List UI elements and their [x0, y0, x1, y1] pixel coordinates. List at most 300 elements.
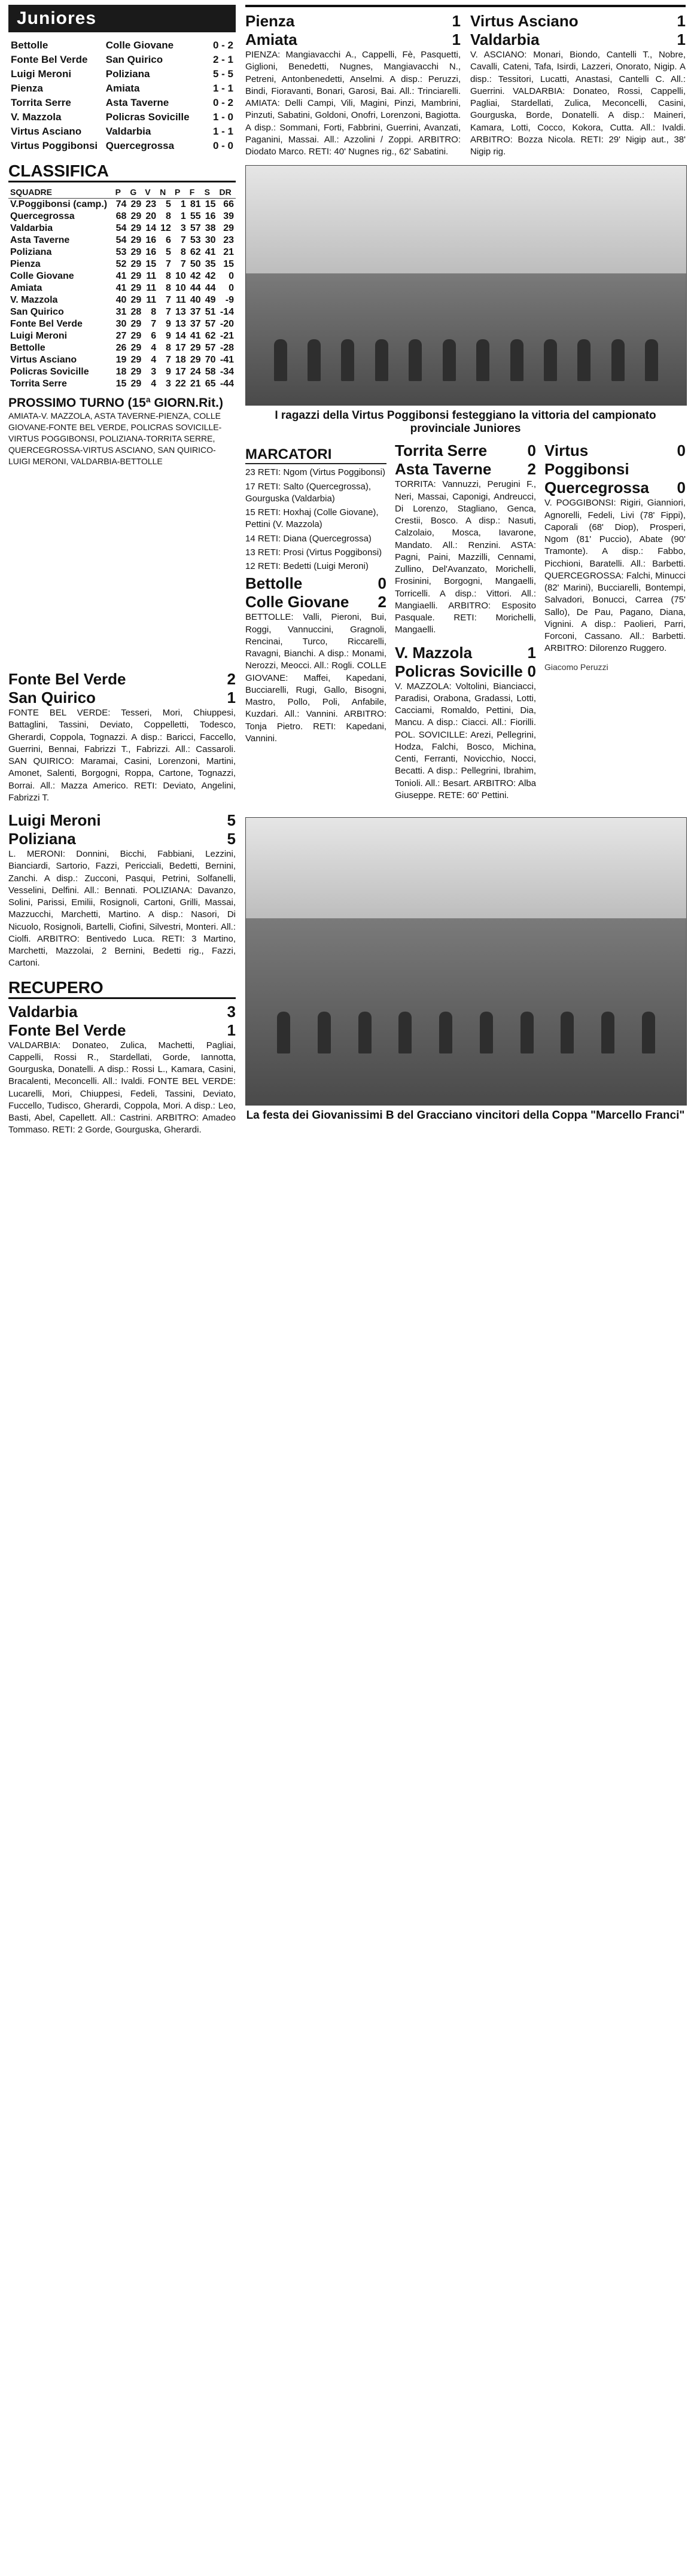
standings-cell: 9: [166, 331, 171, 341]
team-home: Valdarbia: [8, 1002, 78, 1021]
standings-cell: 57: [205, 343, 216, 353]
score-away: 1: [677, 31, 686, 48]
standings-cell: 3: [151, 367, 157, 377]
standings-cell: 4: [151, 379, 157, 389]
marcatori-column: [245, 441, 386, 809]
standings-cell: San Quirico: [10, 307, 64, 317]
standings-header: DR: [217, 186, 236, 199]
match-score: 5 - 5: [212, 68, 233, 80]
standings-cell: 74: [115, 199, 127, 209]
standings-row: [8, 199, 236, 211]
standings-cell: 1: [180, 211, 186, 221]
match-report: VALDARBIA: Donateo, Zulica, Machetti, Pagliai, Cappelli, Rossi R., Stardellati, Gorde, Iannotta, Gourguska, Donatelli. A disp.: Rossi L., Kamara, Casini, Bracalenti, Meconcelli. All.: Ivaldi. FONTE BEL VERDE: Lucarelli, Mori, Chiuppesi, Fedeli, Tassini, Deviato, Fuccello, Tudisco, Gherardi, Coppola, Mori. A disp.: Leo, Basti, Abel, Capellett. All.: Castrini. ARBITRO: Amadeo Tommaso. RETI: 2 Gorde, Gourguska, Gherardi.: [8, 1040, 236, 1135]
standings-cell: 4: [151, 355, 157, 365]
photo-caption: I ragazzi della Virtus Poggibonsi festeggiano la vittoria del campionato provinciale Juniores: [275, 409, 656, 436]
standings-cell: Asta Taverne: [10, 235, 70, 245]
standings-cell: Policras Sovicille: [10, 367, 89, 377]
match-score: 1 - 1: [212, 126, 233, 137]
standings-cell: 62: [205, 331, 216, 341]
standings-cell: 7: [180, 235, 186, 245]
standings-row: [8, 235, 236, 246]
standings-cell: 3: [166, 379, 171, 389]
standings-cell: 29: [130, 379, 142, 389]
standings-cell: 8: [166, 271, 171, 281]
standings-cell: 42: [205, 271, 216, 281]
standings-cell: 5: [166, 199, 171, 209]
score-home: 0: [677, 441, 686, 460]
standings-cell: 14: [145, 223, 157, 233]
away-team: Colle Giovane: [105, 39, 174, 51]
standings-cell: 7: [180, 259, 186, 269]
match-report: BETTOLLE: Valli, Pieroni, Bui, Roggi, Vannuccini, Gragnoli, Rencinai, Turco, Riccarelli, Ravagni, Bianchi. A disp.: Monami, Nerozzi, Meocci. All.: Rogli. COLLE GIOVANE: Maffei, Kapedani, Bucciarelli, Rugi, Gallo, Bisogni, Mastro, Pollo, Poli, Anfabile, Kuzdari. All.: Vannini. ARBITRO: Tonja Pietro. RETI: Kapedani, Vannini.: [245, 612, 386, 744]
standings-cell: -28: [220, 343, 234, 353]
standings-cell: 38: [205, 223, 216, 233]
standings-cell: 8: [166, 343, 171, 353]
score-away: 0: [677, 479, 686, 497]
marcatori-title: MARCATORI: [245, 446, 386, 464]
divider: [245, 5, 686, 7]
team-away: Colle Giovane: [245, 593, 349, 611]
standings-cell: 12: [160, 223, 171, 233]
standings-cell: -14: [220, 307, 234, 317]
left-column: [8, 5, 236, 467]
match-header: [8, 689, 236, 707]
home-team: Virtus Asciano: [11, 126, 82, 137]
standings-cell: Luigi Meroni: [10, 331, 68, 341]
result-row: [8, 81, 236, 96]
match-header: [8, 1003, 236, 1021]
standings-cell: 13: [175, 319, 186, 329]
standings-cell: 57: [205, 319, 216, 329]
match-header: [8, 830, 236, 848]
standings-cell: 58: [205, 367, 216, 377]
middle-column: [395, 441, 536, 809]
standings-cell: 15: [145, 259, 157, 269]
standings-cell: 52: [115, 259, 127, 269]
score-home: 0: [527, 441, 536, 460]
score-away: 0: [527, 662, 536, 680]
standings-cell: Torrita Serre: [10, 379, 67, 389]
standings-cell: 7: [166, 295, 171, 305]
match-mazzola-sovicille: [395, 644, 536, 802]
standings-cell: -20: [220, 319, 234, 329]
standings-cell: 14: [175, 331, 186, 341]
standings-cell: 81: [190, 199, 201, 209]
standings-row: [8, 223, 236, 235]
standings-cell: 37: [190, 319, 201, 329]
standings-header: N: [158, 186, 173, 199]
score-home: 1: [452, 12, 461, 30]
standings-cell: 41: [190, 331, 201, 341]
match-header: [544, 441, 686, 479]
standings-cell: 13: [175, 307, 186, 317]
standings-cell: 44: [205, 283, 216, 293]
match-report: V. POGGIBONSI: Rigiri, Gianniori, Agnorelli, Fedeli, Livi (78' Fippi), Caporali (68' Diop), Prosperi, Ngom (81' Puccio), Abate (90' Tramonte). A disp.: Fabbo, Picchioni, Baratelli. All.: Barbetti. QUERCEGROSSA: Falchi, Minucci (82' Marini), Bucciarelli, Bontempi, Salvadori, Bonucci, Carrea (75' Sallo), De Pau, Pagano, Diana, Vignini. A disp.: Paolieri, Parri, Forconi, Cassano. All.: Barbetti. ARBITRO: Dilorenzo Ruggero.: [544, 498, 686, 654]
standings-cell: 53: [115, 247, 127, 257]
match-score: 1 - 1: [212, 83, 233, 94]
standings-cell: 29: [130, 319, 142, 329]
standings-cell: 49: [205, 295, 216, 305]
standings-cell: 23: [223, 235, 234, 245]
standings-table: [8, 186, 236, 390]
score-away: 2: [527, 460, 536, 479]
standings-cell: 70: [205, 355, 216, 365]
standings-cell: 7: [166, 355, 171, 365]
standings-row: [8, 366, 236, 378]
match-poggibonsi-quercegrossa: [544, 441, 686, 654]
away-team: San Quirico: [105, 54, 163, 65]
standings-cell: 18: [115, 367, 127, 377]
standings-cell: 41: [115, 283, 127, 293]
standings-cell: 29: [130, 343, 142, 353]
standings-cell: 30: [205, 235, 216, 245]
home-team: Luigi Meroni: [11, 68, 72, 80]
score-home: 1: [527, 643, 536, 662]
standings-cell: 40: [190, 295, 201, 305]
standings-cell: 15: [205, 199, 216, 209]
standings-cell: -41: [220, 355, 234, 365]
match-header: [245, 12, 461, 31]
home-team: Bettolle: [11, 39, 48, 51]
standings-row: [8, 294, 236, 306]
match-header: [395, 441, 536, 460]
standings-cell: 42: [190, 271, 201, 281]
home-team: Fonte Bel Verde: [11, 54, 88, 65]
standings-cell: 10: [175, 271, 186, 281]
standings-header: F: [188, 186, 203, 199]
standings-cell: 29: [190, 343, 201, 353]
match-score: 1 - 0: [212, 111, 233, 123]
match-header: [470, 12, 686, 31]
standings-cell: 18: [175, 355, 186, 365]
standings-cell: 17: [175, 367, 186, 377]
standings-row: [8, 330, 236, 342]
result-row: [8, 38, 236, 53]
standings-row: [8, 211, 236, 223]
match-pienza-amiata: [245, 12, 461, 158]
standings-cell: 8: [166, 211, 171, 221]
standings-cell: 17: [175, 343, 186, 353]
standings-cell: 55: [190, 211, 201, 221]
match-torrita-asta: [395, 441, 536, 636]
standings-header: G: [128, 186, 143, 199]
standings-cell: 29: [190, 355, 201, 365]
standings-cell: V.Poggibonsi (camp.): [10, 199, 108, 209]
scorer-entry: 12 RETI: Bedetti (Luigi Meroni): [245, 561, 369, 571]
standings-cell: 66: [223, 199, 234, 209]
standings-header: P: [173, 186, 188, 199]
standings-cell: 29: [130, 235, 142, 245]
score-home: 5: [227, 811, 236, 829]
away-team: Quercegrossa: [105, 140, 175, 151]
match-bettolle-colle: [245, 574, 386, 745]
team-home: Luigi Meroni: [8, 811, 101, 829]
result-row: [8, 53, 236, 67]
standings-row: [8, 354, 236, 366]
match-meroni-poliziana: [8, 811, 236, 970]
standings-cell: Fonte Bel Verde: [10, 319, 83, 329]
standings-cell: 4: [151, 343, 157, 353]
score-home: 3: [227, 1002, 236, 1021]
standings-row: [8, 246, 236, 258]
match-score: 2 - 1: [212, 54, 233, 65]
team-home: V. Mazzola: [395, 643, 473, 662]
standings-cell: 51: [205, 307, 216, 317]
scorer-entry: 17 RETI: Salto (Quercegrossa), Gourguska (Valdarbia): [245, 481, 372, 504]
match-report: V. ASCIANO: Monari, Biondo, Cantelli T., Nobre, Cavalli, Cateni, Tafa, Isirdi, Lazzeri, Onorato, Nigip. A disp.: Tessitori, Lucatti, Anastasi, Cantelli C. All.: Guerrini. VALDARBIA: Donateo, Rossi, Cappelli, Pagliai, Stardellati, Zulica, Meconcelli, Casini, Gourguska, Borde, Donatelli. A disp.: Maineri, Kamara, Lotti, Cocco, Kokora, Cutta. All.: Ivaldi. ARBITRO: Bozza Nicola. RETI: 29' Nigip aut., 38' Nigip rig.: [470, 50, 686, 157]
standings-cell: -9: [225, 295, 234, 305]
standings-cell: 24: [190, 367, 201, 377]
score-home: 2: [227, 670, 236, 688]
match-score: 0 - 2: [212, 39, 233, 51]
standings-cell: 7: [166, 307, 171, 317]
standings-cell: 1: [180, 199, 186, 209]
standings-cell: 29: [130, 211, 142, 221]
standings-cell: 29: [223, 223, 234, 233]
standings-cell: Amiata: [10, 283, 42, 293]
away-team: Amiata: [105, 83, 140, 94]
standings-row: [8, 258, 236, 270]
standings-cell: 40: [115, 295, 127, 305]
standings-cell: 7: [166, 259, 171, 269]
standings-cell: 29: [130, 259, 142, 269]
standings-cell: 8: [166, 283, 171, 293]
standings-cell: 29: [130, 331, 142, 341]
standings-cell: 6: [151, 331, 157, 341]
standings-cell: -21: [220, 331, 234, 341]
team-away: Asta Taverne: [395, 460, 492, 479]
recupero-title: RECUPERO: [8, 978, 236, 999]
match-header: [395, 662, 536, 681]
match-report: TORRITA: Vannuzzi, Perugini F., Neri, Massai, Caponigi, Andreucci, Di Lorenzo, Stagliano, Genca, Crestii, Bosco. A disp.: Nasuti, Calzolaio, Mosca, Iavarone, Mandato. All.: Renzini. ASTA: Pagni, Paini, Mazzilli, Cennami, Zullino, Del'Avanzato, Morichelli, Frosinini, Borgogni, Mangaelli, Torricelli. A disp.: Vittori. All.: Mangiaelli. ARBITRO: Esposito Pasquale. RETI: Morichelli, Mangaelli.: [395, 479, 536, 635]
standings-cell: 5: [166, 247, 171, 257]
team-home: Pienza: [245, 12, 295, 30]
score-home: 1: [677, 12, 686, 30]
standings-cell: 29: [130, 223, 142, 233]
away-team: Asta Taverne: [105, 97, 169, 108]
standings-cell: 23: [145, 199, 157, 209]
standings-row: [8, 342, 236, 354]
away-team: Policras Sovicille: [105, 111, 190, 123]
standings-cell: 31: [115, 307, 127, 317]
home-team: Virtus Poggibonsi: [11, 140, 98, 151]
team-away: San Quirico: [8, 689, 96, 707]
section-banner: Juniores: [8, 5, 236, 32]
standings-cell: 29: [130, 283, 142, 293]
team-away: Valdarbia: [470, 31, 540, 48]
team-away: Policras Sovicille: [395, 662, 523, 680]
match-fonte-sanquirico: [8, 670, 236, 804]
standings-cell: V. Mazzola: [10, 295, 58, 305]
standings-cell: 41: [205, 247, 216, 257]
score-away: 5: [227, 830, 236, 848]
standings-cell: 22: [175, 379, 186, 389]
match-header: [544, 479, 686, 497]
standings-cell: 44: [190, 283, 201, 293]
standings-cell: 16: [145, 247, 157, 257]
standings-header: SQUADRE: [8, 186, 114, 199]
standings-cell: 37: [190, 307, 201, 317]
standings-cell: 41: [115, 271, 127, 281]
standings-cell: 7: [151, 319, 157, 329]
team-away: Fonte Bel Verde: [8, 1021, 126, 1039]
standings-cell: 9: [166, 367, 171, 377]
scorer-entry: 13 RETI: Prosi (Virtus Poggibonsi): [245, 547, 382, 558]
standings-cell: 11: [175, 295, 186, 305]
standings-row: [8, 318, 236, 330]
standings-cell: 53: [190, 235, 201, 245]
match-score: 0 - 0: [212, 140, 233, 151]
standings-cell: 15: [223, 259, 234, 269]
standings-header: P: [114, 186, 129, 199]
team-photo-caption: La festa dei Giovanissimi B del Gracciano vincitori della Coppa "Marcello Franci": [246, 1109, 685, 1122]
team-celebration-photo: [245, 165, 687, 406]
match-report: L. MERONI: Donnini, Bicchi, Fabbiani, Lezzini, Bianciardi, Sartorio, Fazzi, Pericciali, Bedetti, Bernini, Zanchi. A disp.: Zucconi, Pasqui, Petrini, Solfanelli, Vesselini, Delfini. All.: Bennati. POLIZIANA: Davanzo, Solini, Parissi, Emilii, Rosignoli, Cartoni, Grilli, Massai, Mazzucchi, Marchetti, Martino. A disp.: Nasori, Di Nicuolo, Rosignoli, Bartelli, Ciofini, Silvestri, Monteri. All.: Ciolfi. ARBITRO: Bentivedo Luca. RETI: 3 Martino, Marchetti, Mazzolai, 2 Bernini, Bedetti rig., Fazzi, Cartoni.: [8, 849, 236, 969]
result-row: [8, 96, 236, 110]
standings-cell: 28: [130, 307, 142, 317]
standings-cell: 29: [130, 295, 142, 305]
standings-cell: 62: [190, 247, 201, 257]
result-row: [8, 139, 236, 153]
standings-cell: 16: [205, 211, 216, 221]
standings-cell: 68: [115, 211, 127, 221]
home-team: V. Mazzola: [11, 111, 62, 123]
standings-cell: 3: [180, 223, 186, 233]
standings-cell: 29: [130, 271, 142, 281]
match-report: FONTE BEL VERDE: Tesseri, Mori, Chiuppesi, Battaglini, Tassini, Deviato, Coppelletti, Todesco, Gherardi, Coppola, Tognazzi. A disp.: Baricci, Faccello, Guerrini, Bennai, Fabrizzi T., Fabrizzi. All.: Cassaroli. SAN QUIRICO: Maramai, Casini, Lorenzoni, Martini, Amonet, Salenti, Borgogni, Roppa, Cartone, Tognazzi, Borrai. All.: Mazza Americo. RETI: Deviato, Angelini, Fabrizzi T.: [8, 708, 236, 803]
result-row: [8, 67, 236, 81]
right-column: [245, 5, 686, 1128]
standings-cell: Bettolle: [10, 343, 45, 353]
away-team: Valdarbia: [105, 126, 151, 137]
standings-cell: Colle Giovane: [10, 271, 74, 281]
match-header: [245, 31, 461, 49]
score-away: 1: [452, 31, 461, 48]
match-header: [395, 460, 536, 479]
standings-cell: Virtus Asciano: [10, 355, 77, 365]
match-header: [245, 593, 386, 611]
scorer-entry: 14 RETI: Diana (Quercegrossa): [245, 533, 372, 544]
standings-cell: 29: [130, 199, 142, 209]
match-score: 0 - 2: [212, 97, 233, 108]
standings-cell: 15: [115, 379, 127, 389]
marcatori-list: [245, 467, 386, 573]
author-credit: Giacomo Peruzzi: [544, 662, 608, 672]
score-away: 2: [378, 593, 386, 611]
classifica-title: CLASSIFICA: [8, 162, 236, 182]
match-valdarbia-fonte: [8, 1003, 236, 1137]
result-row: [8, 110, 236, 124]
standings-cell: 21: [190, 379, 201, 389]
match-header: [8, 1021, 236, 1040]
result-row: [8, 124, 236, 139]
match-asciano-valdarbia: [470, 12, 686, 158]
standings-cell: 9: [166, 319, 171, 329]
team-away: Quercegrossa: [544, 479, 649, 497]
standings-cell: Pienza: [10, 259, 41, 269]
standings-cell: 54: [115, 235, 127, 245]
match-report: PIENZA: Mangiavacchi A., Cappelli, Fè, Pasquetti, Giglioni, Benedetti, Nugnes, Mangiavacchi N., Petreni, Antonbenedetti, Anselmi. A disp.: Peruzzi, Bindi, Fioravanti, Bonari, Garosi, Bai. All.: Trinciarelli. AMIATA: Delli Campi, Vili, Magini, Pinzi, Mambrini, Pinzuti, Sabatini, Goldoni, Onofri, Lorenzoni, Bagiotta. A disp.: Sommani, Forti, Fabbrini, Guerrini, Avanzati, Paganini, Massai. All.: Azzolini / Zoppi. ARBITRO: Diodato Marco. RETI: 40' Nugnes rig., 62' Sabatini.: [245, 50, 461, 157]
match-header: [8, 670, 236, 689]
standings-cell: 8: [151, 307, 157, 317]
left-bottom-column: [8, 670, 236, 1144]
standings-cell: 57: [190, 223, 201, 233]
team-home: Virtus Poggibonsi: [544, 441, 629, 479]
standings-cell: 30: [115, 319, 127, 329]
match-report: V. MAZZOLA: Voltolini, Bianciacci, Paradisi, Orabona, Gradassi, Lotti, Cacciami, Romaldo, Pettini, Dia, Mancu. A disp.: Ciacci. All.: Fiorilli. POL. SOVICILLE: Arezi, Pellegrini, Hodza, Falchi, Bosco, Michina, Centi, Ferranti, Novicchio, Nocci, Becatti. A disp.: Pellegrini, Ibrahim, Tonioli. All.: Besart. ARBITRO: Alba Giuseppe. RETE: 60' Pettini.: [395, 681, 536, 800]
standings-cell: 50: [190, 259, 201, 269]
home-team: Pienza: [11, 83, 43, 94]
results-table: [8, 38, 236, 153]
standings-cell: 29: [130, 355, 142, 365]
standings-cell: 26: [115, 343, 127, 353]
standings-header: S: [203, 186, 218, 199]
next-round-title: PROSSIMO TURNO (15ª GIORN.Rit.): [8, 396, 223, 410]
standings-cell: 11: [146, 271, 157, 281]
standings-cell: Quercegrossa: [10, 211, 75, 221]
scorer-entry: 23 RETI: Ngom (Virtus Poggibonsi): [245, 467, 385, 478]
trophy-team-photo: [245, 817, 687, 1106]
standings-cell: Poliziana: [10, 247, 52, 257]
standings-cell: 39: [223, 211, 234, 221]
standings-cell: 54: [115, 223, 127, 233]
standings-cell: 27: [115, 331, 127, 341]
match-header: [8, 811, 236, 830]
scorer-entry: 15 RETI: Hoxhaj (Colle Giovane), Pettini (V. Mazzola): [245, 507, 379, 530]
standings-cell: -44: [220, 379, 234, 389]
match-header: [470, 31, 686, 49]
standings-cell: 20: [145, 211, 157, 221]
standings-cell: -34: [220, 367, 234, 377]
standings-cell: 11: [146, 283, 157, 293]
standings-cell: 11: [146, 295, 157, 305]
team-away: Amiata: [245, 31, 297, 48]
standings-row: [8, 306, 236, 318]
standings-cell: 10: [175, 283, 186, 293]
standings-cell: 29: [130, 247, 142, 257]
team-home: Fonte Bel Verde: [8, 670, 126, 688]
home-team: Torrita Serre: [11, 97, 71, 108]
standings-cell: Valdarbia: [10, 223, 53, 233]
standings-cell: 29: [130, 367, 142, 377]
next-round-text: AMIATA-V. MAZZOLA, ASTA TAVERNE-PIENZA, COLLE GIOVANE-FONTE BEL VERDE, POLICRAS SOVICILLE-VIRTUS POGGIBONSI, POLIZIANA-TORRITA SERRE, QUERCEGROSSA-VIRTUS ASCIANO, SAN QUIRICO-LUIGI MERONI, VALDARBIA-BETTOLLE: [8, 411, 222, 466]
match-header: [245, 574, 386, 593]
team-home: Torrita Serre: [395, 441, 488, 460]
standings-cell: 65: [205, 379, 216, 389]
standings-cell: 6: [166, 235, 171, 245]
standings-header: V: [143, 186, 158, 199]
score-home: 0: [378, 574, 386, 593]
match-header: [395, 644, 536, 662]
standings-row: [8, 270, 236, 282]
standings-cell: 16: [145, 235, 157, 245]
standings-cell: 0: [229, 283, 234, 293]
away-team: Poliziana: [105, 68, 150, 80]
standings-row: [8, 378, 236, 390]
standings-cell: 21: [223, 247, 234, 257]
standings-cell: 35: [205, 259, 216, 269]
standings-cell: 19: [115, 355, 127, 365]
score-away: 1: [227, 1021, 236, 1039]
standings-row: [8, 282, 236, 294]
team-home: Bettolle: [245, 574, 303, 593]
standings-cell: 0: [229, 271, 234, 281]
score-away: 1: [227, 689, 236, 707]
team-away: Poliziana: [8, 830, 76, 848]
right-subcolumn: [544, 441, 686, 809]
team-home: Virtus Asciano: [470, 12, 579, 30]
standings-cell: 8: [180, 247, 186, 257]
